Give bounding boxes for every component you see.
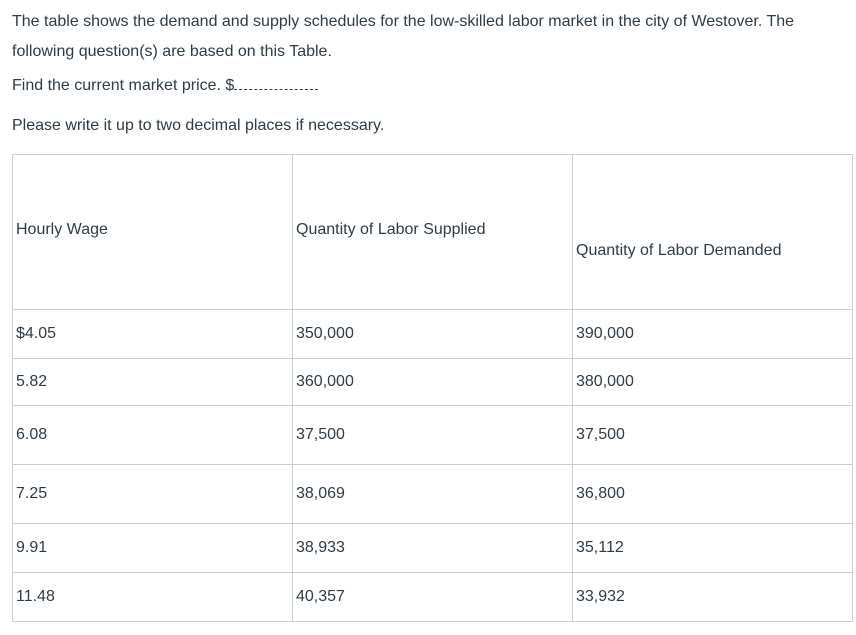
- cell-supplied: 360,000: [293, 359, 573, 406]
- cell-supplied: 40,357: [293, 573, 573, 622]
- cell-supplied: 38,933: [293, 524, 573, 573]
- question-intro: [12, 7, 856, 67]
- supply-demand-table: [12, 154, 853, 622]
- answer-blank[interactable]: [234, 73, 318, 90]
- table-row: [13, 524, 853, 573]
- cell-supplied: 38,069: [293, 465, 573, 524]
- cell-demanded: 36,800: [573, 465, 853, 524]
- cell-wage: 6.08: [13, 406, 293, 465]
- cell-supplied: 37,500: [293, 406, 573, 465]
- header-hourly-wage: Hourly Wage: [13, 155, 293, 310]
- intro-line-2: following question(s) are based on this Table.: [12, 43, 332, 60]
- table-row: [13, 310, 853, 359]
- table-row: [13, 465, 853, 524]
- cell-demanded: 37,500: [573, 406, 853, 465]
- table-row: [13, 406, 853, 465]
- cell-wage: 7.25: [13, 465, 293, 524]
- intro-line-1: The table shows the demand and supply schedules for the low-skilled labor market in the city of Westover. The: [12, 13, 795, 30]
- header-quantity-demanded: Quantity of Labor Demanded: [573, 155, 853, 310]
- question-prompt: Find the current market price. $: [12, 77, 235, 94]
- table-row: [13, 573, 853, 622]
- question-prompt-row: [12, 72, 318, 100]
- cell-demanded: 35,112: [573, 524, 853, 573]
- instruction-note: Please write it up to two decimal places if necessary.: [12, 117, 385, 134]
- cell-supplied: 350,000: [293, 310, 573, 359]
- cell-wage: 9.91: [13, 524, 293, 573]
- cell-demanded: 380,000: [573, 359, 853, 406]
- cell-wage: 11.48: [13, 573, 293, 622]
- cell-demanded: 33,932: [573, 573, 853, 622]
- cell-wage: $4.05: [13, 310, 293, 359]
- table-header-row: [13, 155, 853, 310]
- cell-demanded: 390,000: [573, 310, 853, 359]
- header-quantity-supplied: Quantity of Labor Supplied: [293, 155, 573, 310]
- table-row: [13, 359, 853, 406]
- cell-wage: 5.82: [13, 359, 293, 406]
